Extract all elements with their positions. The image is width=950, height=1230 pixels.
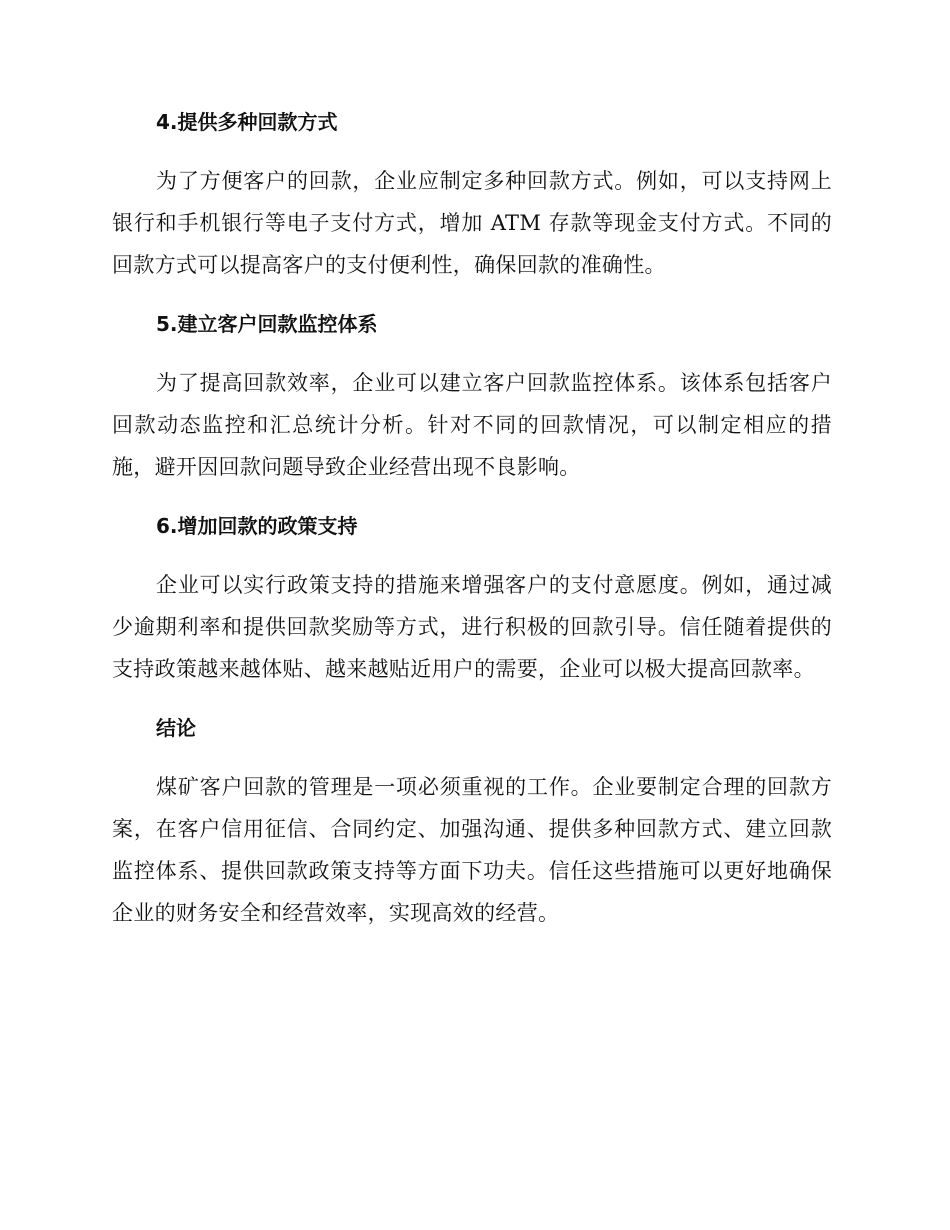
section-paragraph-4: 为了方便客户的回款，企业应制定多种回款方式。例如，可以支持网上银行和手机银行等电子支付方式，增加 ATM 存款等现金支付方式。不同的回款方式可以提高客户的支付便利性，确保回款的准确性。 [112,169,832,277]
section-heading-6: 6.增加回款的政策支持 [156,514,358,538]
section-heading-4: 4.提供多种回款方式 [156,110,338,134]
document-body [112,108,832,958]
section-heading-5: 5.建立客户回款监控体系 [156,312,378,336]
section-paragraph-5: 为了提高回款效率，企业可以建立客户回款监控体系。该体系包括客户回款动态监控和汇总统计分析。针对不同的回款情况，可以制定相应的措施，避开因回款问题导致企业经营出现不良影响。 [112,371,832,479]
section-paragraph-6: 企业可以实行政策支持的措施来增强客户的支付意愿度。例如，通过减少逾期利率和提供回款奖励等方式，进行积极的回款引导。信任随着提供的支持政策越来越体贴、越来越贴近用户的需要，企业可以极大提高回款率。 [112,573,832,681]
conclusion-paragraph: 煤矿客户回款的管理是一项必须重视的工作。企业要制定合理的回款方案，在客户信用征信、合同约定、加强沟通、提供多种回款方式、建立回款监控体系、提供回款政策支持等方面下功夫。信任这些措施可以更好地确保企业的财务安全和经营效率，实现高效的经营。 [112,775,832,925]
conclusion-heading: 结论 [156,716,196,740]
